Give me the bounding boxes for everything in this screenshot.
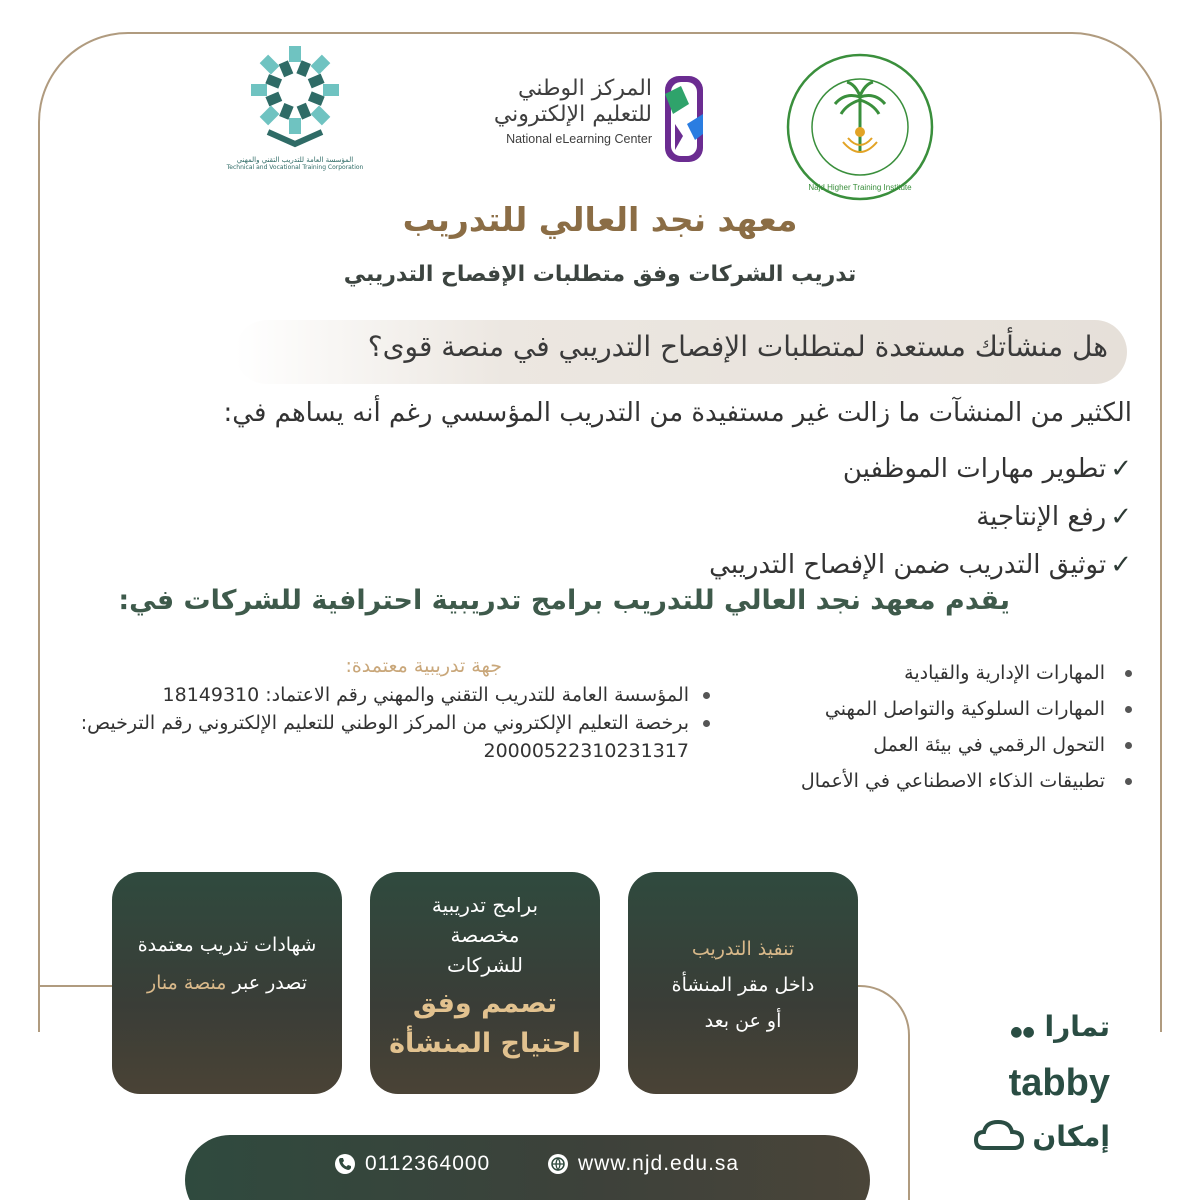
list-item (801, 655, 1132, 691)
execution-card-title: تنفيذ التدريب (691, 938, 795, 960)
programs-card-title: برامج تدريبية مخصصة للشركات (431, 893, 539, 977)
skill-label: المهارات الإدارية والقيادية (904, 662, 1105, 684)
checkmark-icon: ✓ (1110, 550, 1132, 580)
njd-seal-text: Najd Higher Training Institute (808, 183, 912, 192)
checklist-item (709, 445, 1132, 493)
question-text: هل منشأتك مستعدة لمتطلبات الإفصاح التدريبي في منصة قوى؟ (367, 330, 1108, 363)
globe-icon (548, 1154, 568, 1174)
phone-icon (335, 1154, 355, 1174)
skill-label: التحول الرقمي في بيئة العمل (873, 734, 1105, 756)
nelc-name-en: National eLearning Center (506, 132, 652, 146)
checklist-item (709, 493, 1132, 541)
programs-card-highlight: تصمم وفق احتياج المنشأة (389, 988, 581, 1059)
bullet-icon (1125, 778, 1132, 785)
phone-number: 0112364000 (365, 1152, 491, 1175)
benefits-checklist (709, 445, 1132, 589)
connector-line (38, 985, 114, 987)
certificates-card (112, 872, 342, 1094)
njd-seal-icon (785, 52, 935, 202)
njd-institute-seal (785, 52, 935, 202)
checkmark-icon: ✓ (1110, 502, 1132, 532)
nelc-emblem-icon (661, 74, 707, 164)
skill-label: المهارات السلوكية والتواصل المهني (824, 698, 1105, 720)
list-item (801, 727, 1132, 763)
contact-website[interactable] (548, 1152, 739, 1176)
accreditation-block (60, 655, 710, 765)
website-url: www.njd.edu.sa (578, 1152, 740, 1175)
intro-text: الكثير من المنشآت ما زالت غير مستفيدة من التدريب المؤسسي رغم أنه يساهم في: (223, 398, 1132, 428)
tvtc-name-ar: المؤسسة العامة للتدريب التقني والمهني (236, 156, 354, 164)
checklist-item-label: رفع الإنتاجية (976, 502, 1107, 532)
list-item (60, 681, 710, 709)
emkan-logo (974, 1118, 1110, 1154)
execution-card (628, 872, 858, 1094)
tabby-label: tabby (1008, 1062, 1110, 1104)
execution-card-line: أو عن بعد (704, 1010, 782, 1032)
execution-card-line: داخل مقر المنشأة (671, 974, 815, 996)
skill-label: تطبيقات الذكاء الاصطناعي في الأعمال (800, 770, 1105, 792)
checklist-item-label: توثيق التدريب ضمن الإفصاح التدريبي (709, 550, 1107, 580)
tamara-label: تمارا (1044, 1010, 1110, 1043)
certificates-card-prefix: تصدر عبر (232, 972, 308, 994)
nelc-logo (462, 70, 707, 170)
list-item (801, 691, 1132, 727)
list-item (60, 709, 710, 765)
accreditation-title: جهة تدريبية معتمدة: (345, 655, 502, 677)
nelc-name-ar-line1: المركز الوطني (518, 76, 652, 101)
tamara-dots-icon: ●● (1010, 1024, 1035, 1040)
certificates-card-title: شهادات تدريب معتمدة (137, 934, 317, 956)
emkan-label: إمكان (1032, 1119, 1110, 1153)
contact-bar (185, 1135, 870, 1200)
page-title: معهد نجد العالي للتدريب (402, 200, 798, 239)
certificates-card-highlight: منصة منار (146, 972, 227, 994)
checklist-item-label: تطوير مهارات الموظفين (842, 454, 1107, 484)
programs-card (370, 872, 600, 1094)
tamara-logo (1010, 1010, 1110, 1043)
bullet-icon (703, 692, 710, 699)
tvtc-emblem-icon (240, 40, 350, 150)
nelc-name-ar-line2: للتعليم الإلكتروني (493, 102, 652, 127)
emkan-cloud-icon (974, 1118, 1026, 1154)
bullet-icon (703, 720, 710, 727)
accreditation-item: برخصة التعليم الإلكتروني من المركز الوطني للتعليم الإلكتروني رقم الترخيص: 20000522310231317 (80, 712, 689, 762)
contact-phone[interactable] (335, 1152, 490, 1176)
certificates-card-line (112, 972, 342, 994)
bullet-icon (1125, 670, 1132, 677)
skills-list (801, 655, 1132, 799)
checkmark-icon: ✓ (1110, 454, 1132, 484)
checklist-item (709, 541, 1132, 589)
accreditation-item: المؤسسة العامة للتدريب التقني والمهني رقم الاعتماد: 18149310 (162, 684, 689, 706)
offers-heading: يقدم معهد نجد العالي للتدريب برامج تدريبية احترافية للشركات في: (118, 585, 1010, 616)
tvtc-logo (225, 40, 365, 185)
list-item (801, 763, 1132, 799)
tvtc-name-en: Technical and Vocational Training Corporation (226, 164, 364, 171)
bullet-icon (1125, 742, 1132, 749)
bullet-icon (1125, 706, 1132, 713)
tabby-logo (1009, 1062, 1110, 1105)
page-subtitle: تدريب الشركات وفق متطلبات الإفصاح التدريبي (343, 262, 857, 287)
